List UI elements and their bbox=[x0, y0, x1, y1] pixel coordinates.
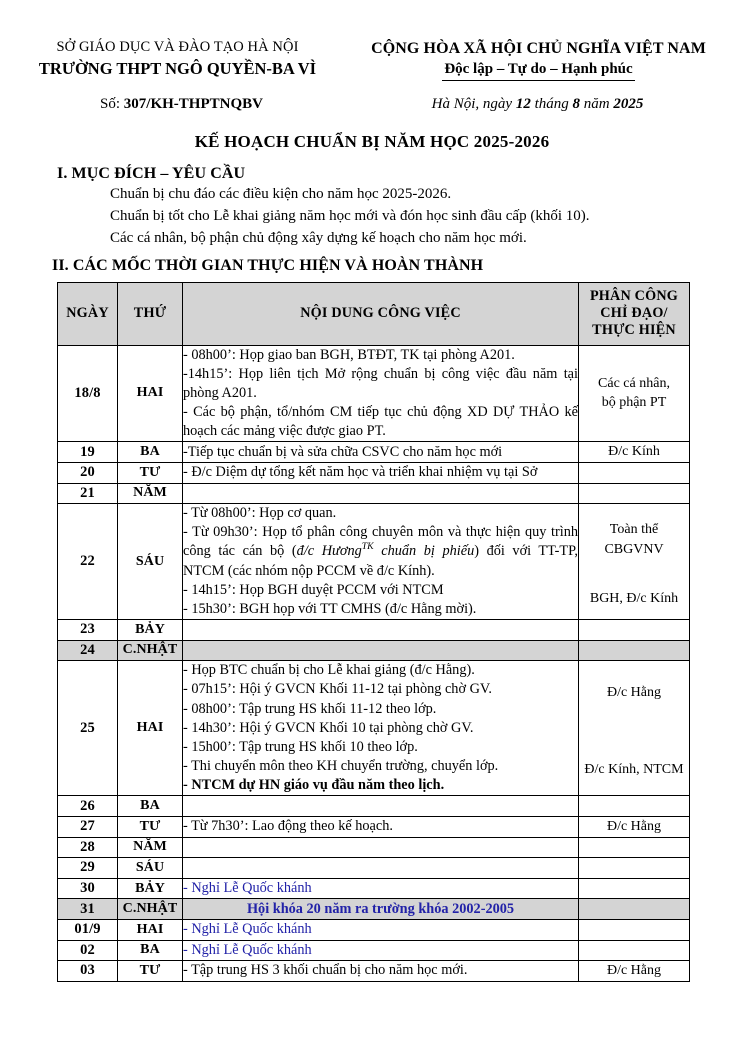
place-date-prefix: Hà Nội, ngày bbox=[431, 96, 513, 113]
section-2-heading: II. CÁC MỐC THỜI GIAN THỰC HIỆN VÀ HOÀN THÀNH bbox=[52, 256, 484, 274]
month-label: tháng bbox=[534, 96, 569, 113]
cell-task: - Nghỉ Lễ Quốc khánh bbox=[183, 919, 579, 940]
table-body bbox=[58, 345, 690, 981]
table-row bbox=[58, 640, 690, 661]
cell-day: 21 bbox=[58, 483, 118, 504]
cell-task bbox=[183, 837, 579, 858]
table-row bbox=[58, 858, 690, 879]
cell-weekday: SÁU bbox=[118, 858, 183, 879]
assignment-group-bottom bbox=[579, 760, 689, 780]
task-line bbox=[183, 523, 578, 580]
assignment-line: Đ/c Hằng bbox=[606, 684, 662, 700]
column-header-weekday: THỨ bbox=[118, 282, 183, 345]
table-row bbox=[58, 504, 690, 620]
task-line: - 08h00’: Tập trung HS khối 11-12 theo lớp. bbox=[183, 700, 437, 717]
cell-day: 27 bbox=[58, 816, 118, 837]
cell-assignment: Đ/c Kính bbox=[579, 442, 690, 463]
table-row bbox=[58, 442, 690, 463]
year-label: năm bbox=[583, 96, 610, 113]
task-line: - Họp BTC chuẩn bị cho Lễ khai giảng (đ/c Hằng). bbox=[183, 662, 475, 679]
task-text-b: ) đối với TT-TP, NTCM (các nhóm nộp PCCM về đ/c Kính). bbox=[183, 543, 579, 579]
cell-weekday: C.NHẬT bbox=[118, 640, 183, 661]
cell-assignment bbox=[579, 640, 690, 661]
cell-assignment bbox=[579, 661, 690, 796]
document-number bbox=[0, 96, 355, 113]
cell-task bbox=[183, 858, 579, 879]
assign-header-line-1: PHÂN CÔNG bbox=[589, 287, 679, 304]
cell-task bbox=[183, 620, 579, 641]
cell-assignment bbox=[579, 837, 690, 858]
cell-assignment bbox=[579, 483, 690, 504]
cell-assignment bbox=[579, 858, 690, 879]
assignment-spacer bbox=[579, 702, 689, 760]
cell-assignment bbox=[579, 620, 690, 641]
page-title: KẾ HOẠCH CHUẨN BỊ NĂM HỌC 2025-2026 bbox=[194, 132, 550, 152]
task-line: - 08h00’: Họp giao ban BGH, BTĐT, TK tại phòng A201. bbox=[183, 346, 515, 363]
national-motto: Độc lập – Tự do – Hạnh phúc bbox=[442, 60, 634, 82]
cell-day: 22 bbox=[58, 504, 118, 620]
cell-task bbox=[183, 640, 579, 661]
cell-weekday: HAI bbox=[118, 345, 183, 442]
cell-task bbox=[183, 345, 579, 442]
issuing-organization bbox=[0, 38, 355, 81]
assignment-group-bottom bbox=[579, 589, 689, 609]
section-1-bullet-1: Chuẩn bị tốt cho Lễ khai giảng năm học mới và đón học sinh đầu cấp (khối 10). bbox=[110, 208, 590, 225]
cell-assignment bbox=[579, 504, 690, 620]
cell-weekday: SÁU bbox=[118, 504, 183, 620]
cell-day: 28 bbox=[58, 837, 118, 858]
assignment-line: CBGVNV bbox=[604, 541, 664, 557]
country-name: CỘNG HÒA XÃ HỘI CHỦ NGHĨA VIỆT NAM bbox=[371, 40, 706, 57]
task-highlight: Hội khóa 20 năm ra trường khóa 2002-2005 bbox=[246, 900, 515, 917]
cell-task bbox=[183, 899, 579, 920]
task-line-emphasized: - NTCM dự HN giáo vụ đầu năm theo lịch. bbox=[183, 777, 445, 794]
school-name: TRƯỜNG THPT NGÔ QUYỀN-BA VÌ bbox=[38, 58, 317, 78]
cell-weekday: HAI bbox=[118, 661, 183, 796]
table-row bbox=[58, 483, 690, 504]
document-number-label: Số: bbox=[100, 96, 121, 113]
cell-day: 02 bbox=[58, 940, 118, 961]
cell-weekday: TƯ bbox=[118, 462, 183, 483]
assignment-line: Các cá nhân, bbox=[598, 375, 670, 391]
column-header-day: NGÀY bbox=[58, 282, 118, 345]
cell-day: 25 bbox=[58, 661, 118, 796]
cell-task bbox=[183, 504, 579, 620]
task-line: - Từ 08h00’: Họp cơ quan. bbox=[183, 505, 337, 522]
cell-assignment bbox=[579, 878, 690, 899]
schedule-table bbox=[57, 282, 690, 982]
cell-assignment bbox=[579, 940, 690, 961]
task-line: - Các bộ phận, tổ/nhóm CM tiếp tục chủ động XD DỰ THẢO kế hoạch các mảng việc được giao PT. bbox=[183, 404, 578, 440]
cell-assignment: Đ/c Hằng bbox=[579, 961, 690, 982]
section-1-bullet-0: Chuẩn bị chu đáo các điều kiện cho năm học 2025-2026. bbox=[110, 186, 452, 203]
task-line: - Thi chuyển môn theo KH chuyển trường, chuyển lớp. bbox=[183, 758, 499, 775]
cell-task: -Tiếp tục chuẩn bị và sửa chữa CSVC cho năm học mới bbox=[183, 442, 579, 463]
section-1-heading: I. MỤC ĐÍCH – YÊU CẦU bbox=[57, 165, 246, 183]
cell-weekday: BA bbox=[118, 940, 183, 961]
cell-day: 31 bbox=[58, 899, 118, 920]
cell-weekday: NĂM bbox=[118, 837, 183, 858]
cell-assignment bbox=[579, 899, 690, 920]
cell-task: - Tập trung HS 3 khối chuẩn bị cho năm học mới. bbox=[183, 961, 579, 982]
document-header bbox=[0, 0, 744, 81]
cell-task bbox=[183, 661, 579, 796]
cell-weekday: BẢY bbox=[118, 620, 183, 641]
cell-task bbox=[183, 483, 579, 504]
task-line: - 07h15’: Hội ý GVCN Khối 11-12 tại phòng chờ GV. bbox=[183, 681, 492, 698]
assignment-group-top bbox=[579, 514, 689, 559]
table-row bbox=[58, 796, 690, 817]
task-italic-note: chuẩn bị phiếu bbox=[373, 543, 475, 560]
task-line: - 14h15’: Họp BGH duyệt PCCM với NTCM bbox=[183, 581, 444, 598]
department-name: SỞ GIÁO DỤC VÀ ĐÀO TẠO HÀ NỘI bbox=[56, 39, 299, 55]
cell-day: 29 bbox=[58, 858, 118, 879]
cell-weekday: TƯ bbox=[118, 961, 183, 982]
table-row bbox=[58, 620, 690, 641]
table-row bbox=[58, 816, 690, 837]
table-row bbox=[58, 961, 690, 982]
cell-day: 26 bbox=[58, 796, 118, 817]
cell-task: - Nghỉ Lễ Quốc khánh bbox=[183, 940, 579, 961]
column-header-task: NỘI DUNG CÔNG VIỆC bbox=[183, 282, 579, 345]
date-year: 2025 bbox=[613, 96, 644, 113]
cell-day: 20 bbox=[58, 462, 118, 483]
section-1-bullet-2: Các cá nhân, bộ phận chủ động xây dựng kế hoạch cho năm học mới. bbox=[110, 230, 527, 247]
table-head bbox=[58, 282, 690, 345]
assignment-line: Toàn thể bbox=[609, 522, 659, 538]
cell-task: - Nghỉ Lễ Quốc khánh bbox=[183, 878, 579, 899]
task-text-a: - Từ 09h30’: Họp tổ phân công chuyên môn và thực hiện quy trình công tác cán bộ ( bbox=[183, 524, 578, 560]
cell-assignment bbox=[579, 345, 690, 442]
cell-task bbox=[183, 796, 579, 817]
assignment-line: BGH, Đ/c Kính bbox=[589, 591, 679, 607]
assignment-line: Đ/c Kính, NTCM bbox=[584, 762, 684, 778]
document-number-value: 307/KH-THPTNQBV bbox=[123, 96, 263, 113]
cell-task: - Đ/c Diệm dự tổng kết năm học và triển khai nhiệm vụ tại Sở bbox=[183, 462, 579, 483]
cell-day: 19 bbox=[58, 442, 118, 463]
cell-weekday: TƯ bbox=[118, 816, 183, 837]
table-row bbox=[58, 345, 690, 442]
table-row bbox=[58, 919, 690, 940]
assign-header-line-2: CHỈ ĐẠO/ bbox=[600, 304, 668, 321]
place-and-date bbox=[355, 96, 744, 113]
table-row bbox=[58, 899, 690, 920]
date-month: 8 bbox=[572, 96, 580, 113]
task-superscript-tk: TK bbox=[361, 541, 374, 553]
cell-task: - Từ 7h30’: Lao động theo kế hoạch. bbox=[183, 816, 579, 837]
task-line: - 14h30’: Hội ý GVCN Khối 10 tại phòng chờ GV. bbox=[183, 719, 474, 736]
schedule-table-wrapper bbox=[0, 282, 744, 982]
cell-assignment: Đ/c Hằng bbox=[579, 816, 690, 837]
table-row bbox=[58, 837, 690, 858]
table-row bbox=[58, 878, 690, 899]
task-italic-name: đ/c Hương bbox=[296, 543, 362, 560]
task-line: - 15h00’: Tập trung HS khối 10 theo lớp. bbox=[183, 738, 418, 755]
cell-weekday: BA bbox=[118, 796, 183, 817]
table-row bbox=[58, 462, 690, 483]
cell-day: 03 bbox=[58, 961, 118, 982]
cell-day: 18/8 bbox=[58, 345, 118, 442]
table-header-row bbox=[58, 282, 690, 345]
cell-weekday: BẢY bbox=[118, 878, 183, 899]
column-header-assignment bbox=[579, 282, 690, 345]
cell-day: 23 bbox=[58, 620, 118, 641]
task-line: - 15h30’: BGH họp với TT CMHS (đ/c Hằng mời). bbox=[183, 600, 477, 617]
assignment-line: bộ phận PT bbox=[601, 395, 667, 411]
assignment-spacer bbox=[579, 559, 689, 589]
cell-assignment bbox=[579, 919, 690, 940]
document-subheader bbox=[0, 96, 744, 113]
cell-day: 30 bbox=[58, 878, 118, 899]
task-line: -14h15’: Họp liên tịch Mở rộng chuẩn bị công việc đầu năm tại phòng A201. bbox=[183, 365, 578, 401]
cell-assignment bbox=[579, 796, 690, 817]
date-day: 12 bbox=[515, 96, 531, 113]
cell-assignment bbox=[579, 462, 690, 483]
cell-weekday: NĂM bbox=[118, 483, 183, 504]
table-row bbox=[58, 940, 690, 961]
assign-header-line-3: THỰC HIỆN bbox=[592, 322, 676, 339]
assignment-group-top bbox=[579, 677, 689, 703]
table-row bbox=[58, 661, 690, 796]
cell-weekday: BA bbox=[118, 442, 183, 463]
cell-day: 24 bbox=[58, 640, 118, 661]
cell-weekday: C.NHẬT bbox=[118, 899, 183, 920]
cell-day: 01/9 bbox=[58, 919, 118, 940]
national-heading bbox=[355, 38, 744, 81]
cell-weekday: HAI bbox=[118, 919, 183, 940]
